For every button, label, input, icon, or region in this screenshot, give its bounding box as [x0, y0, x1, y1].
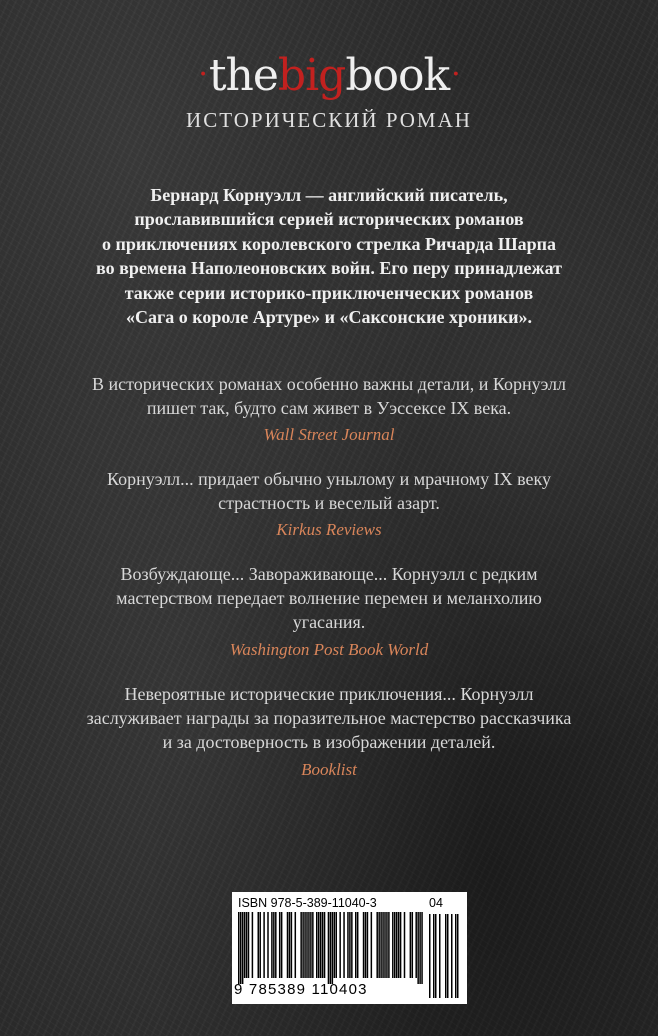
review-quote: [40, 562, 618, 662]
quote-line: угасания.: [292, 612, 366, 633]
review-quote: [40, 372, 618, 448]
barcode-bar: [421, 912, 423, 984]
quote-source: Wall Street Journal: [263, 425, 395, 445]
barcode-bar: [238, 912, 240, 984]
barcode-bar: [404, 912, 406, 978]
barcode-bar: [357, 912, 359, 978]
price-addon-text: 04: [429, 896, 443, 910]
barcode-bar: [318, 912, 320, 978]
barcode-bar: [308, 912, 310, 978]
barcode-bar: [347, 912, 349, 978]
addon-bar: [457, 914, 459, 998]
barcode-bar: [320, 912, 322, 978]
addon-bar: [433, 914, 435, 998]
barcode-bar: [376, 912, 378, 978]
barcode-bar: [322, 912, 324, 978]
barcode-bar: [384, 912, 386, 978]
barcode-bar: [343, 912, 345, 978]
quote-line: страстность и веселый азарт.: [218, 493, 440, 514]
logo-dot-left: ·: [198, 57, 207, 92]
barcode-bar: [271, 912, 273, 978]
barcode-bar: [310, 912, 312, 978]
barcode-bar: [371, 912, 373, 978]
barcode-bar: [259, 912, 261, 978]
quote-line: Возбуждающе... Завораживающе... Корнуэлл с редким: [120, 564, 538, 584]
barcode-bar: [291, 912, 293, 978]
barcode-bar: [267, 912, 269, 978]
barcode-bar: [386, 912, 388, 978]
intro-line: о приключениях королевского стрелка Ричарда Шарпа: [102, 233, 556, 254]
barcode-bar: [287, 912, 289, 978]
barcode-bar: [330, 912, 332, 984]
barcode-bar: [304, 912, 306, 978]
logo-big: big: [277, 50, 346, 101]
barcode-bar: [332, 912, 334, 984]
barcode-bar: [281, 912, 283, 978]
addon-bar: [445, 914, 447, 998]
barcode-bar: [392, 912, 394, 978]
barcode-bar: [324, 912, 326, 978]
quote-line: Корнуэлл... придает обычно унылому и мрачному IX веку: [107, 469, 551, 489]
barcode-bar: [388, 912, 390, 978]
addon-bar: [447, 914, 449, 998]
barcode-bar: [339, 912, 341, 978]
barcode-bar: [336, 912, 338, 978]
quote-source: Booklist: [301, 759, 357, 779]
barcode-bar: [419, 912, 421, 984]
barcode-bar: [417, 912, 419, 984]
barcode-bar: [394, 912, 396, 978]
barcode-bar: [258, 912, 260, 978]
barcode-bar: [300, 912, 302, 978]
quote-source: Kirkus Reviews: [276, 520, 382, 540]
barcode-bar: [279, 912, 281, 978]
barcode-bar: [240, 912, 242, 984]
barcode-bar: [363, 912, 365, 978]
barcode-digits: 9 785389 110403: [234, 981, 368, 998]
barcode-bar: [355, 912, 357, 978]
quote-line: пишет так, будто сам живет в Уэссексе IX века.: [146, 398, 512, 419]
barcode-bar: [246, 912, 248, 978]
barcode-bar: [365, 912, 367, 978]
logo-dot-right: ·: [451, 57, 460, 92]
barcode-bar: [382, 912, 384, 978]
quote-line: мастерством передает волнение перемен и меланхолию: [116, 588, 542, 609]
barcode-bar: [306, 912, 308, 978]
review-quote: [40, 682, 618, 782]
isbn-text: ISBN 978-5-389-11040-3: [238, 896, 377, 910]
intro-line: «Сага о короле Артуре» и «Саксонские хроники».: [126, 307, 532, 328]
logo-book: book: [345, 50, 450, 101]
barcode-bar: [275, 912, 277, 978]
barcode-bar: [316, 912, 318, 978]
barcode-bar: [415, 912, 417, 978]
addon-bar: [429, 914, 431, 998]
quote-line: В исторических романах особенно важны детали, и Корнуэлл: [91, 374, 567, 394]
author-intro: [40, 183, 618, 329]
barcode-bar: [396, 912, 398, 978]
barcode-bar: [242, 912, 244, 984]
barcode-bar: [289, 912, 291, 978]
barcode-bar: [328, 912, 330, 984]
addon-bar: [439, 914, 441, 998]
barcode-bar: [380, 912, 382, 978]
addon-bar: [435, 914, 437, 998]
barcode-bar: [400, 912, 402, 978]
barcode-bar: [302, 912, 304, 978]
barcode-bar: [410, 912, 412, 978]
logo-the: the: [208, 50, 278, 101]
addon-bar: [451, 914, 453, 998]
barcode-bar: [398, 912, 400, 978]
barcode-bar: [263, 912, 265, 978]
barcode-bar: [273, 912, 275, 978]
barcode-bar: [312, 912, 314, 978]
isbn-barcode: [232, 892, 467, 1004]
publisher-logo: [0, 50, 658, 101]
intro-line: Бернард Корнуэлл — английский писатель,: [150, 185, 508, 205]
quote-line: Невероятные исторические приключения... Корнуэлл: [124, 684, 534, 704]
quote-line: заслуживает награды за поразительное мастерство рассказчика: [86, 708, 572, 729]
review-quote: [40, 467, 618, 543]
addon-bar: [455, 914, 457, 998]
quote-source: Washington Post Book World: [229, 639, 429, 659]
intro-line: прославившийся серией исторических романов: [134, 209, 524, 230]
barcode-bar: [334, 912, 336, 978]
barcode-bar: [248, 912, 250, 978]
intro-line: также серии историко-приключенческих романов: [124, 282, 534, 303]
barcode-bar: [412, 912, 414, 978]
intro-line: во времена Наполеоновских войн. Его перу принадлежат: [96, 258, 562, 279]
barcode-bar: [378, 912, 380, 978]
barcode-bar: [351, 912, 353, 978]
barcode-bar: [252, 912, 254, 978]
barcode-bar: [367, 912, 369, 978]
barcode-bar: [295, 912, 297, 978]
barcode-bar: [244, 912, 246, 978]
series-subtitle: ИСТОРИЧЕСКИЙ РОМАН: [186, 108, 472, 132]
quote-line: и за достоверность в изображении деталей.: [162, 732, 496, 753]
barcode-bar: [349, 912, 351, 978]
